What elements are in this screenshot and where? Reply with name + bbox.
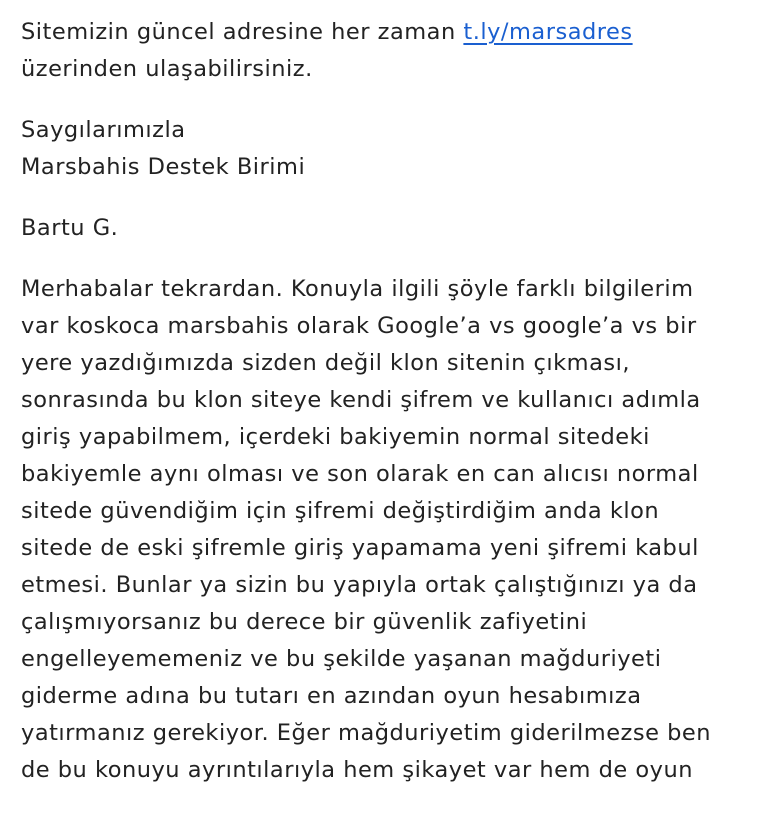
address-notice-prefix: Sitemizin güncel adresine her zaman [21,19,464,45]
reply-line: etmesi. Bunlar ya sizin bu yapıyla ortak çalıştığınızı ya da [21,572,698,598]
address-notice-paragraph [21,14,756,88]
reply-line: bakiyemle aynı olması ve son olarak en can alıcısı normal [21,461,699,487]
reply-author-paragraph [21,210,756,247]
reply-line: sitede güvendiğim için şifremi değiştirdiğim anda klon [21,498,660,524]
reply-line: giderme adına bu tutarı en azından oyun hesabımıza [21,683,642,709]
reply-line: de bu konuyu ayrıntılarıyla hem şikayet var hem de oyun [21,757,693,783]
site-address-link[interactable]: t.ly/marsadres [463,19,633,45]
reply-line: giriş yapabilmem, içerdeki bakiyemin normal sitedeki [21,424,650,450]
signoff-paragraph [21,112,756,186]
reply-author-name: Bartu G. [21,215,119,241]
address-notice-suffix: üzerinden ulaşabilirsiniz. [21,56,313,82]
reply-body-paragraph [21,271,756,789]
email-message-body [21,14,756,813]
reply-line: çalışmıyorsanız bu derece bir güvenlik zafiyetini [21,609,588,635]
reply-line: Merhabalar tekrardan. Konuyla ilgili şöyle farklı bilgilerim [21,276,694,302]
reply-line: sitede de eski şifremle giriş yapamama yeni şifremi kabul [21,535,699,561]
address-notice-line [21,14,756,51]
signoff-closing: Saygılarımızla [21,117,186,143]
reply-line: engelleyememeniz ve bu şekilde yaşanan mağduriyeti [21,646,662,672]
reply-line: var koskoca marsbahis olarak Google’a vs google’a vs bir [21,313,697,339]
reply-line: sonrasında bu klon siteye kendi şifrem ve kullanıcı adımla [21,387,701,413]
reply-line: yatırmanız gerekiyor. Eğer mağduriyetim giderilmezse ben [21,720,711,746]
reply-line: yere yazdığımızda sizden değil klon sitenin çıkması, [21,350,630,376]
signoff-team-name: Marsbahis Destek Birimi [21,154,306,180]
